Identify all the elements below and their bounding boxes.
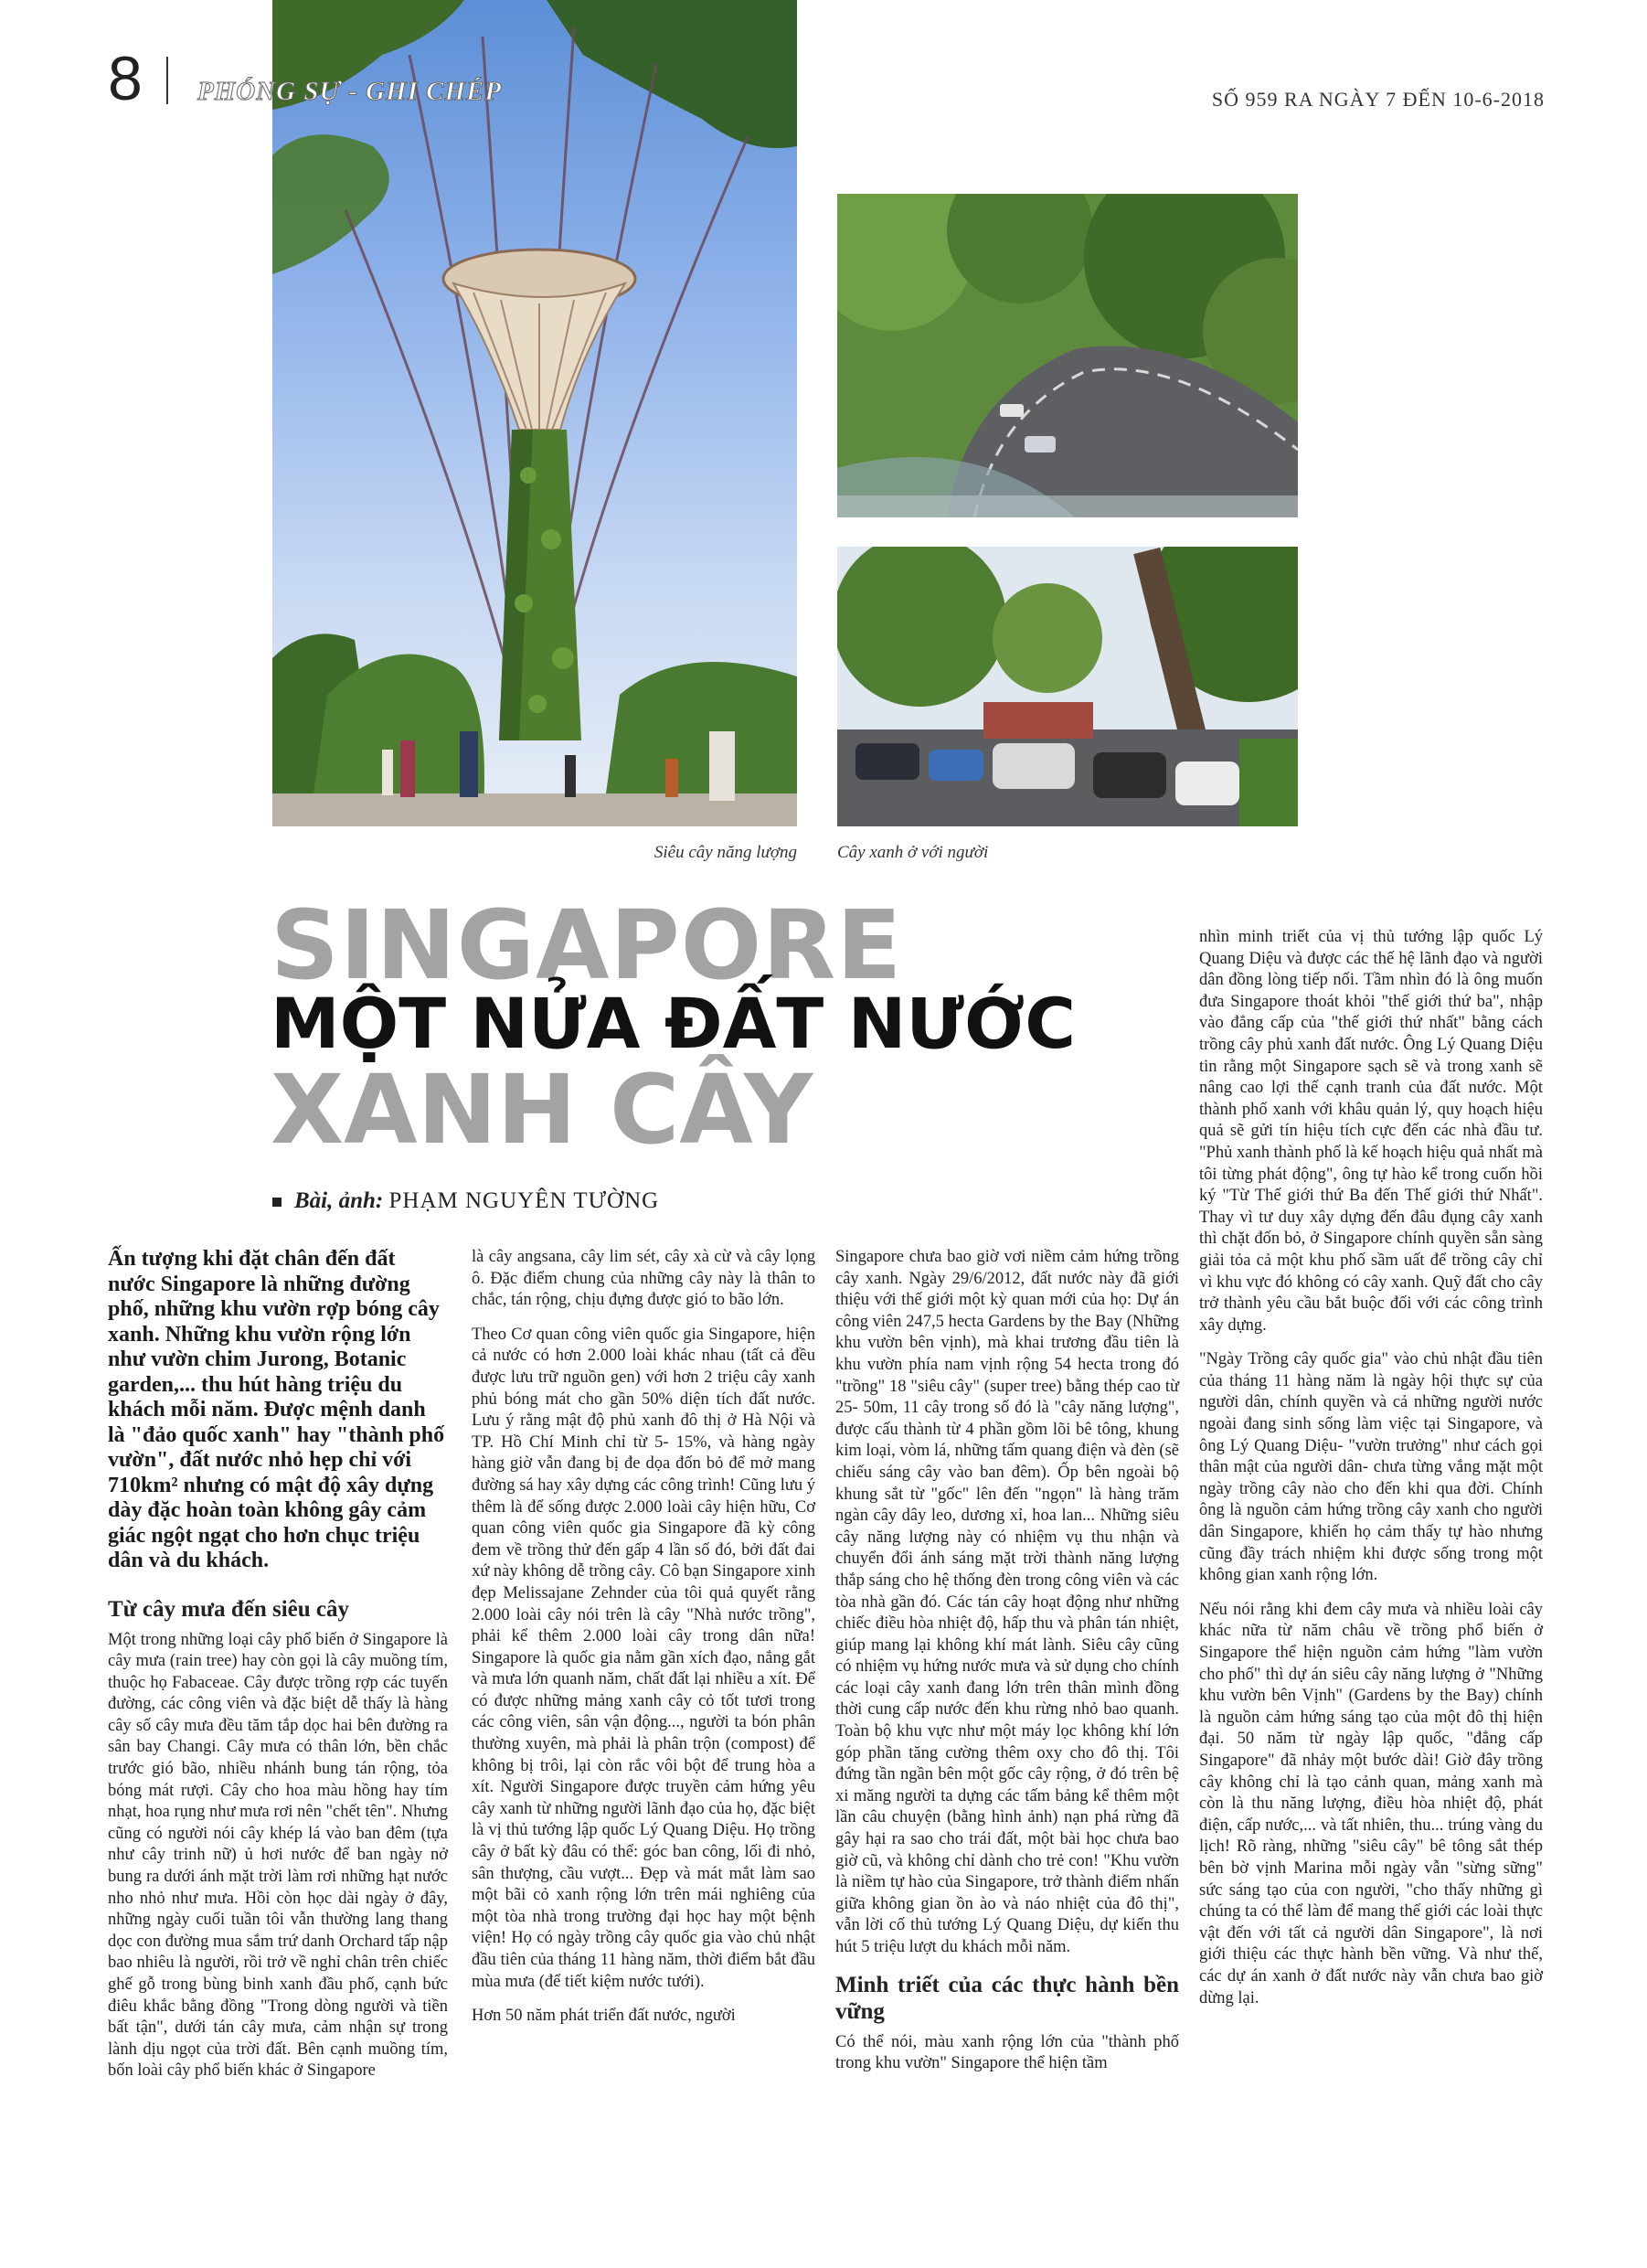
subhead-1: Từ cây mưa đến siêu cây (108, 1596, 350, 1622)
body-paragraph: Nếu nói rằng khi đem cây mưa và nhiều loài cây khác nữa từ năm châu về trồng phổ biến ở Singapore thể hiện nguồn cảm hứng "làm vườn cho phố" thì dự án siêu cây năng lượng ở "Những khu vườn bên Vịnh" (Gardens by the Bay) chính là nguồn cảm hứng sáng tạo của một đô thị hiện đại. 50 năm từ ngày lập quốc, "đẳng cấp Singapore" đã nhảy một bước dài! Giờ đây trồng cây không chỉ là tạo cảnh quan, mảng xanh mà còn là thu năng lượng, điều hòa nhiệt độ, phát điện, cấp nước,... và tất nhiên, thu... trúng vàng du lịch! Rõ ràng, những "siêu cây" bê tông sắt thép bên bờ vịnh Marina mỗi ngày vẫn "sừng sững" sức sáng tạo của con người, "cho thấy những gì chúng ta có thể làm để mang thế giới các loài thực vật đến với tất cả người dân Singapore", là nơi giới thiệu các thực hành bền vững. Và như thế, các dự án xanh ở đất nước này vẫn chưa bao giờ dừng lại. (1199, 1600, 1543, 2007)
body-paragraph: Một trong những loại cây phổ biến ở Singapore là cây mưa (rain tree) hay còn gọi là cây muồng tím, thuộc họ Fabaceae. Cây được trồng rợp các tuyến đường, các công viên và đặc biệt dễ thấy là hàng cây số cây mưa đều tăm tắp dọc hai bên đường ra sân bay Changi. Cây mưa có thân lớn, bền chắc trước gió bão, nhiều nhánh bung tán rộng, tỏa bóng mát rượi. Cây cho hoa màu hồng hay tím nhạt, hoa rụng như mưa rơi nên "chết tên". Nhưng cũng có người nói cây khép lá vào ban đêm (tựa như cây trinh nữ) ủ hơi nước để ban ngày nở bung ra dưới ánh mặt trời làm rơi những hạt nước nho nhỏ như mưa. Hồi còn học dài ngày ở đây, những ngày cuối tuần tôi vẫn thường lang thang dọc con đường mua sắm trứ danh Orchard tấp nập bao nhiêu là người, rồi trở về nghỉ chân trên chiếc ghế gỗ trong bùng binh xanh đầu phố, cạnh bức điêu khắc bằng đồng "Trong dòng người và tiền bất tận", dưới tán cây mưa, cảm nhận sự trong lành dịu ngọt của trời đất. Bên cạnh muồng tím, bốn loài cây phổ biến khác ở Singapore (108, 1630, 448, 2081)
bullet-square-icon (272, 1198, 282, 1207)
lead-paragraph: Ấn tượng khi đặt chân đến đất nước Singapore là những đường phố, những khu vườn rợp bóng cây xanh. Những khu vườn rộng lớn như vườn chim Jurong, Botanic garden,... thu hút hàng triệu du khách mỗi năm. Được mệnh danh là "đảo quốc xanh" hay "thành phố vườn", đất nước nhỏ hẹp chỉ với 710km² nhưng có mật độ xây dựng dày đặc hoàn toàn không gây cảm giác ngột ngạt cho hơn chục triệu dân và du khách. (108, 1247, 445, 1572)
caption-street: Cây xanh ở với người (837, 843, 989, 862)
byline-label: Bài, ảnh: (294, 1188, 384, 1213)
supertree-illustration (272, 0, 797, 826)
body-paragraph: là cây angsana, cây lim sét, cây xà cừ và cây lọng ô. Đặc điểm chung của những cây này là thân to chắc, tán rộng, chịu đựng được gió to bão lớn. (472, 1248, 815, 1310)
byline-author: PHẠM NGUYÊN TƯỜNG (388, 1188, 660, 1213)
body-paragraph: Hơn 50 năm phát triển đất nước, người (472, 2007, 736, 2026)
photo-supertree (272, 0, 797, 826)
section-label: PHÓNG SỰ - GHI CHÉP (197, 77, 503, 106)
column-1 (108, 1247, 448, 2095)
page-number: 8 (108, 44, 143, 113)
byline (272, 1188, 659, 1214)
body-paragraph: Singapore chưa bao giờ vơi niềm cảm hứng trồng cây xanh. Ngày 29/6/2012, đất nước này đã giới thiệu với thế giới một kỳ quan mới của họ: Dự án công viên 247,5 hecta Gardens by the Bay (Những khu vườn bên vịnh), mà khai trương đầu tiên là khu vườn phía nam vịnh rộng 54 hecta trong đó "trồng" 18 "siêu cây" (super tree) bằng thép cao từ 25- 50m, 11 cây trong số đó là "cây năng lượng", được cấu thành từ 4 phần gồm lõi bê tông, khung kim loại, vòm lá, những tấm quang điện và đèn (sẽ chiếu sáng cây vào ban đêm). Ốp bên ngoài bộ khung sắt từ "gốc" lên đến "ngọn" là hàng trăm ngàn cây dây leo, dương xỉ, hoa lan... Những siêu cây năng lượng này có nhiệm vụ thu nhận và chuyển đổi ánh sáng mặt trời thành năng lượng thắp sáng cho hệ thống đèn trong công viên và các tòa nhà gần đó. Các tán cây hoạt động như những chiếc điều hòa nhiệt độ, hấp thu và phân tán nhiệt, giúp mang lại không khí mát lành. Siêu cây cũng có nhiệm vụ hứng nước mưa và sử dụng cho chính các loại cây xanh đang lớn trên thân mình đồng thời cung cấp nước đến khu rừng nhỏ bao quanh. Toàn bộ khu vực như một máy lọc không khí lớn góp phần tăng cường thêm oxy cho đô thị. Tôi đứng tần ngần bên một gốc cây rộng, ở đó trên bệ xi măng người ta dựng các tấm bảng kể thêm một lần câu chuyện (bằng hình ảnh) nạn phá rừng đã gây hại ra sao cho trái đất, một bài học chưa bao giờ cũ, và không chỉ dành cho trẻ con! "Khu vườn là niềm tự hào của Singapore, trở thành điểm nhấn giữa không gian ồn ào và náo nhiệt của đô thị", vẫn lời cố thủ tướng Lý Quang Diệu, dự kiến thu hút 5 triệu lượt du khách mỗi năm. (835, 1248, 1179, 1956)
body-paragraph: Có thể nói, màu xanh rộng lớn của "thành phố trong khu vườn" Singapore thể hiện tầm (835, 2032, 1179, 2073)
header-divider (166, 57, 168, 104)
column-3 (835, 1247, 1179, 2088)
body-paragraph: Theo Cơ quan công viên quốc gia Singapore, hiện cả nước có hơn 2.000 loài khác nhau (tất cả đều được lưu trữ nguồn gen) với hơn 2 triệu cây xanh phủ bóng mát cho gần 50% diện tích đất nước. Lưu ý rằng mật độ phủ xanh đô thị ở Hà Nội và TP. Hồ Chí Minh chỉ từ 5- 15%, và hàng ngày hàng giờ vẫn đang bị đe dọa đốn bỏ để mở mang đường sá hay xây dựng các công trình! Cũng lưu ý thêm là để sống được 2.000 loài cây hiện hữu, Cơ quan công viên quốc gia Singapore đã kỳ công đem về trồng thử đến gấp 4 lần số đó, bởi đất đai xứ này không dễ trồng cây. Cô bạn Singapore xinh đẹp Melissajane Zehnder của tôi quả quyết rằng 2.000 loài cây nói trên là cây "Nhà nước trồng", phải kể thêm 2.000 loài cây trong dân nữa! Singapore là quốc gia nằm gần xích đạo, nắng gắt và mưa lớn quanh năm, chất đất lại nhiều a xít. Để có được những mảng xanh cây cỏ tốt tươi trong các công viên, sân vận động..., người ta bón phân thường xuyên, mà phải là phân trộn (compost) để không bị trôi, lại còn rắc vôi bột để trung hòa a xít. Người Singapore được truyền cảm hứng yêu cây xanh từ những người lãnh đạo của họ, đặc biệt là vị thủ tướng lập quốc Lý Quang Diệu. Họ trồng cây ở bất kỳ đâu có thể: góc ban công, lối đi nhỏ, sân thượng, cầu vượt... Đẹp và mát mắt làm sao một bãi cỏ xanh rộng lớn trên mái nghiêng của một tòa nhà trong trường đại học hay một bệnh viện! Họ có ngày trồng cây quốc gia vào chủ nhật đầu tiên của tháng 11 hàng năm, thời điểm bắt đầu mùa mưa (để tiết kiệm nước tưới). (472, 1325, 815, 1991)
column-2 (472, 1247, 815, 2040)
column-4 (1199, 927, 1543, 2022)
headline-line-1: SINGAPORE (271, 889, 903, 1001)
street-illustration (837, 547, 1298, 826)
issue-info: SỐ 959 RA NGÀY 7 ĐẾN 10-6-2018 (1211, 88, 1545, 111)
body-paragraph: nhìn minh triết của vị thủ tướng lập quốc Lý Quang Diệu và được các thế hệ lãnh đạo và người dân đồng lòng tiếp nối. Tầm nhìn đó là ông muốn đưa Singapore thoát khỏi "thế giới thứ ba", nhập vào đẳng cấp của "thế giới thứ nhất" bằng cách trồng cây phủ xanh đất nước. Ông Lý Quang Diệu tin rằng một Singapore sạch sẽ và trong xanh sẽ nâng cao lợi thế cạnh tranh của đất nước. Một thành phố xanh với khâu quản lý, quy hoạch hiệu quả sẽ gửi tín hiệu tích cực đến các nhà đầu tư. "Phủ xanh thành phố là kế hoạch hiệu quả nhất mà tôi từng phát động", ông tự hào kể trong cuốn hồi ký "Từ Thế giới thứ Ba đến Thế giới thứ Nhất". Thay vì tư duy xây dựng đến đâu đụng cây xanh thì chặt đốn bỏ, ở Singapore chính quyền sẵn sàng giải tỏa cả một khu phố sầm uất để trồng cây chỉ vì khu vực đó không có cây xanh. Quỹ đất cho cây trở thành yêu cầu bắt buộc đối với các công trình xây dựng. (1199, 928, 1543, 1335)
caption-supertree: Siêu cây năng lượng (653, 843, 797, 862)
photo-road-trees (837, 194, 1298, 517)
body-paragraph: "Ngày Trồng cây quốc gia" vào chủ nhật đầu tiên của tháng 11 hàng năm là ngày hội thực sự của người dân, chính quyền và cả những người nước ngoài đang sinh sống làm việc tại Singapore, và ông Lý Quang Diệu- "vườn trưởng" như cách gọi thân mật của người dân- chưa từng vắng mặt một ngày trồng cây nào cho đến khi qua đời. Chính ông là nguồn cảm hứng trồng cây xanh cho người dân Singapore, khiến họ cảm thấy tự hào nhưng cũng đầy trách nhiệm khi được sống trong một không gian xanh rộng lớn. (1199, 1350, 1543, 1585)
headline-line-3: XANH CÂY (271, 1054, 813, 1166)
photo-street-traffic (837, 547, 1298, 826)
subhead-2: Minh triết của các thực hành bền vững (835, 1972, 1179, 2024)
headline-line-2: MỘT NỬA ĐẤT NƯỚC (271, 983, 1076, 1064)
road-illustration (837, 194, 1298, 517)
